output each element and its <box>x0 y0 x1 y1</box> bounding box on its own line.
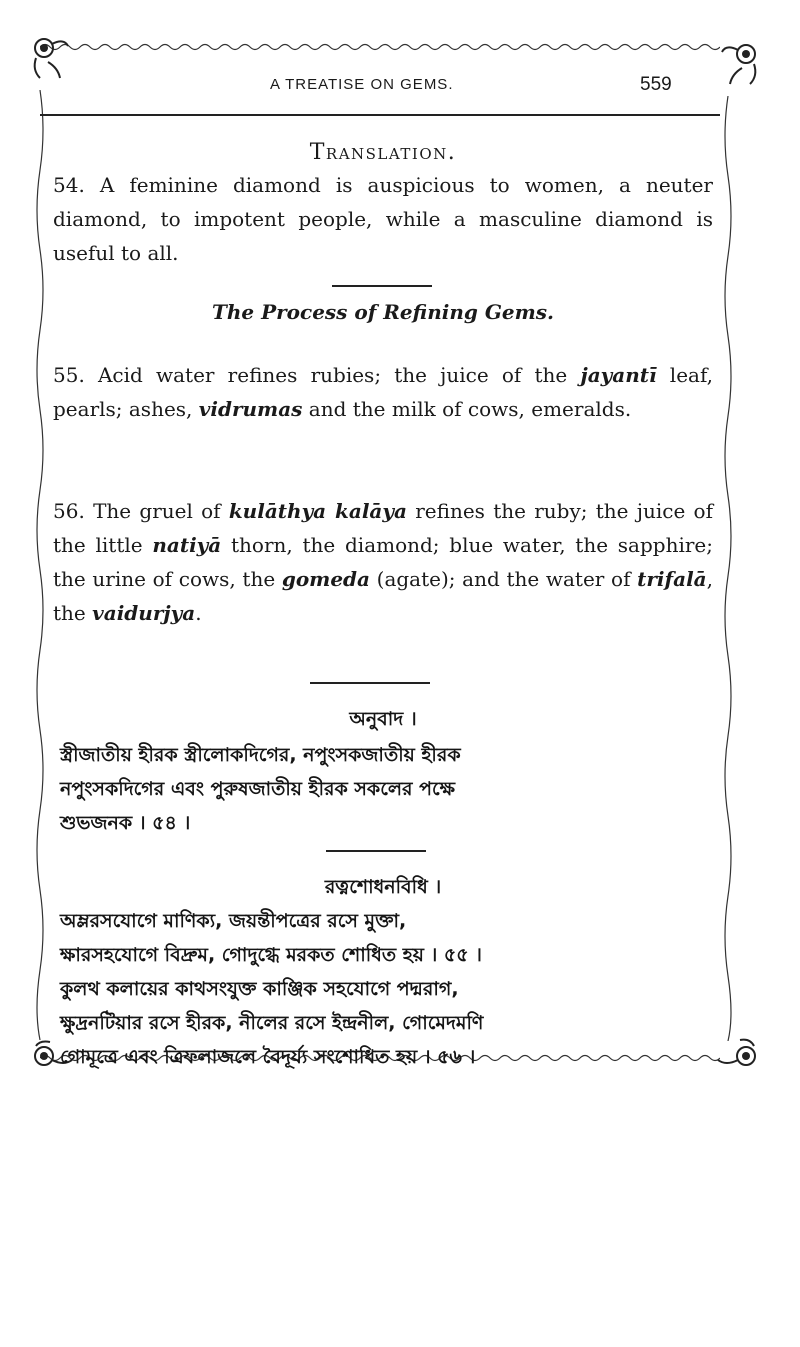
bengali-heading-refining: রত্নশোধনবিধি । <box>324 876 442 898</box>
page-number: 559 <box>640 74 672 95</box>
paragraph-56: 56. The gruel of kulāthya kalāya refines the ruby; the juice of the little natiyā thorn, the diamond; blue water, the sapphire; the urine of cows, the gomeda (agate); and the water of trifalā, the vaidurjya. <box>53 499 714 625</box>
corner-ornament-icon <box>716 1036 760 1070</box>
bengali-line: কুলথ কলায়ের কাথসংযুক্ত কাঞ্জিক সহযোগে পদ্মরাগ, <box>60 978 459 1000</box>
translation-heading: Translation. <box>309 140 457 165</box>
bengali-line: অম্লরসযোগে মাণিক্য, জয়ন্তীপত্রের রসে মুক্তা, <box>60 910 407 932</box>
section-divider <box>310 682 430 684</box>
corner-ornament-icon <box>720 40 760 90</box>
bengali-line: গোমূত্রে এবং ত্রিফলাজলে বৈদূর্য্য সংশোধিত হয় । ৫৬ । <box>60 1046 476 1068</box>
refining-subheading: The Process of Refining Gems. <box>211 300 555 324</box>
paragraph-55: 55. Acid water refines rubies; the juice of the jayantī leaf, pearls; ashes, vidrumas and the milk of cows, emeralds. <box>53 363 713 421</box>
header-rule <box>40 114 720 116</box>
bengali-line: স্ত্রীজাতীয় হীরক স্ত্রীলোকদিগের, নপুংসকজাতীয় হীরক <box>60 744 461 766</box>
bengali-line: ক্ষারসহযোগে বিদ্রুম, গোদুগ্ধে মরকত শোধিত হয় । ৫৫ । <box>60 944 482 966</box>
bengali-line: শুভজনক । ৫৪ । <box>60 812 191 834</box>
bengali-line: ক্ষুদ্রনটিয়ার রসে হীরক, নীলের রসে ইন্দ্রনীল, গোমেদমণি <box>60 1012 484 1034</box>
bengali-heading-translation: অনুবাদ । <box>349 708 417 730</box>
top-wavy-border <box>40 42 720 52</box>
running-title: A TREATISE ON GEMS. <box>270 76 454 93</box>
bengali-line: নপুংসকদিগের এবং পুরুষজাতীয় হীরক সকলের পক্ষে <box>60 778 456 800</box>
section-divider <box>332 285 432 287</box>
paragraph-54: 54. A feminine diamond is auspicious to women, a neuter diamond, to impotent people, while a masculine diamond is useful to all. <box>53 173 713 265</box>
corner-ornament-icon <box>30 34 70 84</box>
section-divider <box>326 850 426 852</box>
